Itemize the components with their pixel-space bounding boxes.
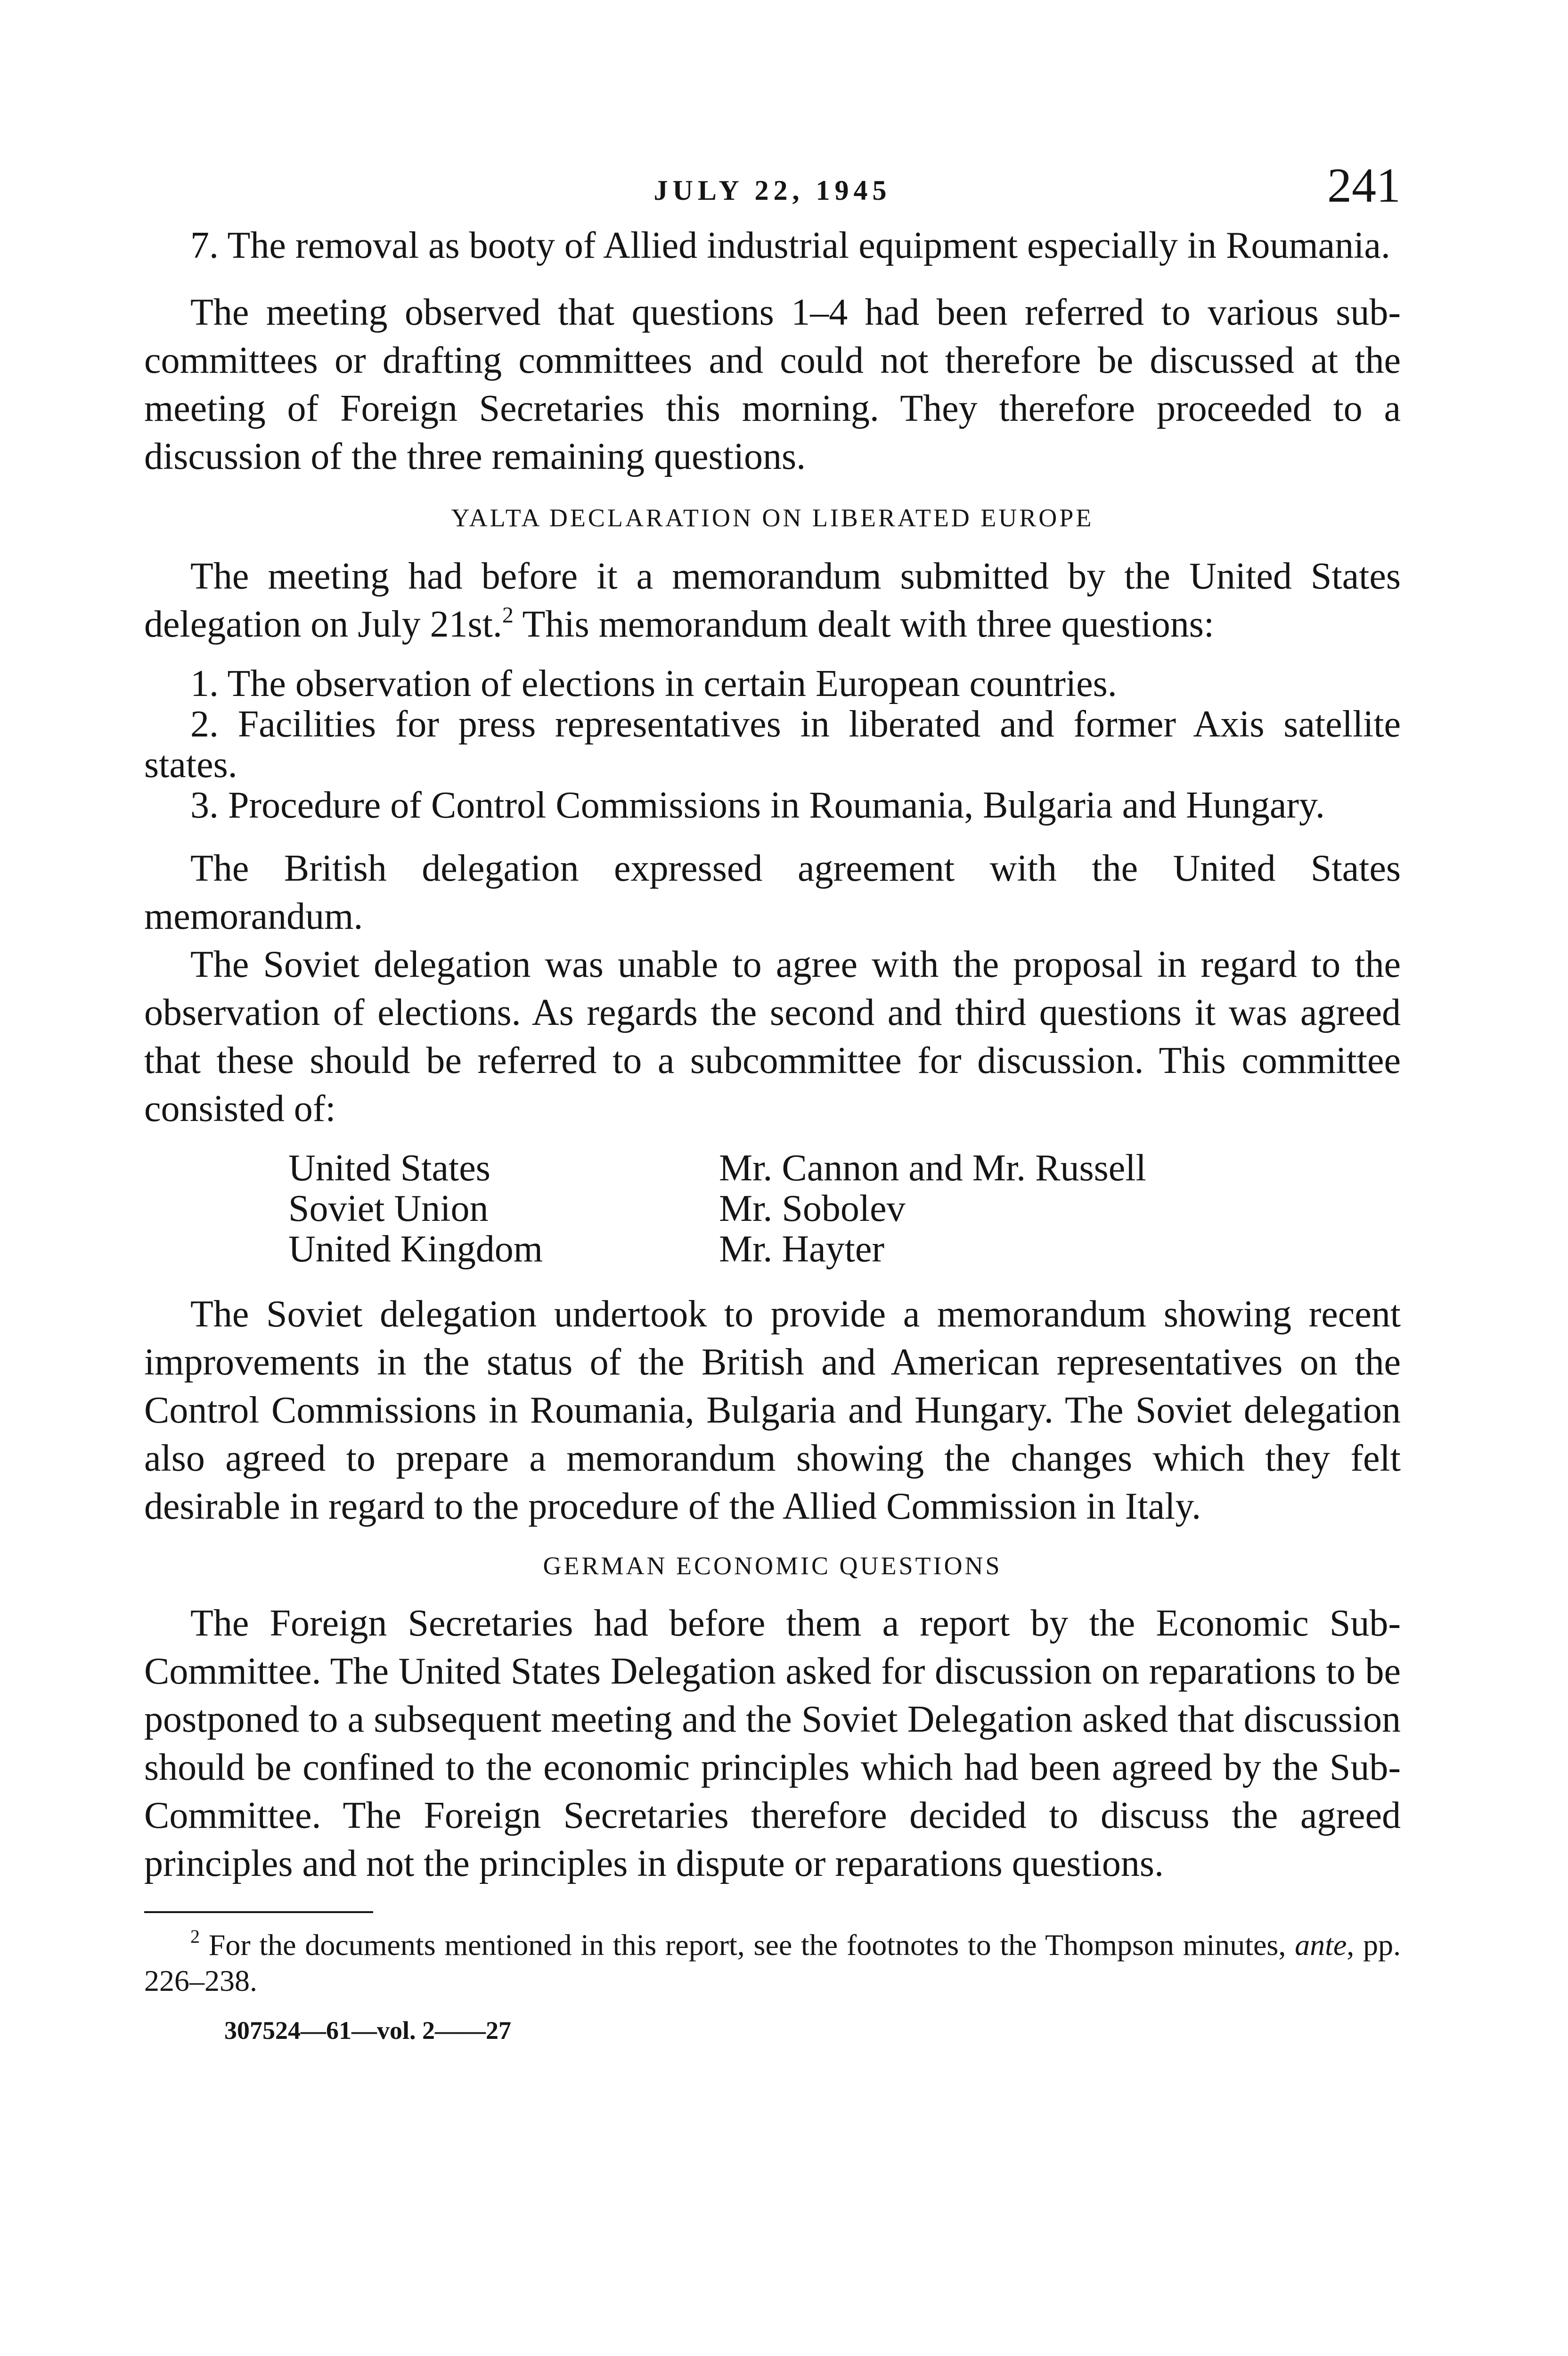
committee-row [288, 1229, 1401, 1269]
paragraph-soviet-delegation: The Soviet delegation was unable to agree with the proposal in regard to the observation of elections. As regards the second and third questions it was agreed that these should be referred to a subcommittee for discussion. This committee consisted of: [144, 944, 1401, 1129]
footnote-text-before: For the documents mentioned in this report, see the footnotes to the Thompson minutes, [200, 1928, 1295, 1962]
footnote-italic-ante: ante [1295, 1928, 1347, 1962]
document-page [144, 158, 1401, 2045]
page-number: 241 [1327, 158, 1401, 213]
footnote-mark: 2 [190, 1926, 200, 1947]
committee-members: Mr. Cannon and Mr. Russell [719, 1147, 1146, 1189]
memo-text-before: The meeting had before it a memorandum submitted by the United States delegation on July 21st. [144, 556, 1401, 645]
paragraph-german-economic: The Foreign Secretaries had before them a report by the Economic Sub-Committee. The United States Delegation asked for discussion on reparations to be postponed to a subsequent meeting and the Soviet Delegation asked that discussion should be confined to the economic principles which had been agreed by the Sub-Committee. The Foreign Secretaries therefore decided to discuss the agreed principles and not the principles in dispute or reparations questions. [144, 1603, 1401, 1884]
committee-country: United Kingdom [288, 1228, 543, 1270]
committee-country: Soviet Union [288, 1188, 489, 1229]
print-code: 307524—61—vol. 2——27 [224, 2016, 512, 2045]
memo-text-after: This memorandum dealt with three questions: [513, 604, 1215, 645]
paragraph-yalta-memorandum [144, 552, 1401, 648]
footnote-divider [144, 1911, 373, 1913]
committee-list [288, 1148, 1401, 1269]
committee-country: United States [288, 1147, 490, 1189]
section-heading-yalta: YALTA DECLARATION ON LIBERATED EUROPE [451, 504, 1094, 532]
paragraph-soviet-undertook: The Soviet delegation undertook to provide a memorandum showing recent improvements in the status of the British and American representatives on the Control Commissions in Roumania, Bulgaria and Hungary. The Soviet delegation also agreed to prepare a memorandum showing the changes which they felt desirable in regard to the procedure of the Allied Commission in Italy. [144, 1293, 1401, 1527]
question-list [144, 663, 1401, 826]
footnote-reference: 2 [502, 603, 514, 628]
committee-row [288, 1188, 1401, 1229]
list-item-question-1: 1. The observation of elections in certain European countries. [190, 663, 1117, 704]
running-header [144, 158, 1401, 221]
committee-members: Mr. Sobolev [719, 1188, 906, 1229]
committee-row [288, 1148, 1401, 1188]
list-item-question-3: 3. Procedure of Control Commissions in Roumania, Bulgaria and Hungary. [190, 785, 1325, 826]
footnote [144, 1927, 1401, 1999]
committee-members: Mr. Hayter [719, 1228, 885, 1270]
list-item-question-2: 2. Facilities for press representatives in liberated and former Axis satellite states. [144, 704, 1401, 785]
footnote-text-after: , pp. 226–238. [144, 1928, 1401, 1997]
paragraph-booty-item: 7. The removal as booty of Allied industrial equipment especially in Roumania. [190, 225, 1390, 266]
running-head-date: JULY 22, 1945 [653, 175, 891, 206]
paragraph-british-delegation: The British delegation expressed agreement with the United States memorandum. [144, 848, 1401, 937]
section-heading-german: GERMAN ECONOMIC QUESTIONS [543, 1552, 1002, 1580]
paragraph-meeting-observed: The meeting observed that questions 1–4 had been referred to various sub-committees or drafting committees and could not therefore be discussed at the meeting of Foreign Secretaries this morning. They therefore proceeded to a discussion of the three remaining questions. [144, 292, 1401, 477]
